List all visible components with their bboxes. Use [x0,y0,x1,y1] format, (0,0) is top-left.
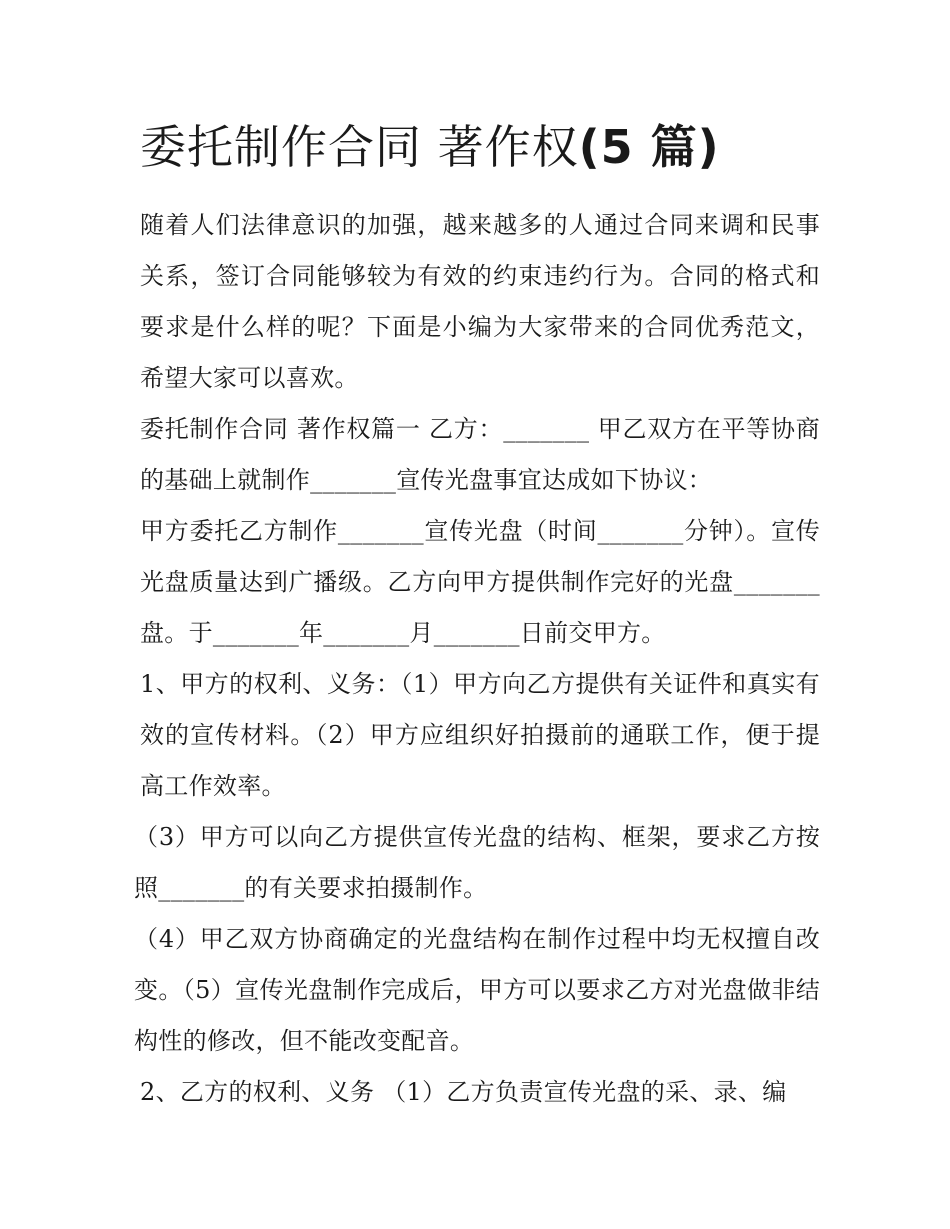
intro-paragraph: 随着人们法律意识的加强，越来越多的人通过合同来调和民事关系，签订合同能够较为有效的约束违约行为。合同的格式和要求是什么样的呢？下面是小编为大家带来的合同优秀范文，希望大家可以喜欢。 [140,211,820,392]
party-a-rights-paragraph: 1、甲方的权利、义务：（1）甲方向乙方提供有关证件和真实有效的宣传材料。（2）甲方应组织好拍摄前的通联工作，便于提高工作效率。 [140,670,820,800]
title-suffix: (5 篇) [578,120,720,174]
document-page [134,112,820,1118]
contract-opening-paragraph: 委托制作合同 著作权篇一 乙方：_______ 甲乙双方在平等协商的基础上就制作_______宣传光盘事宜达成如下协议： [140,415,820,494]
document-title [140,112,820,182]
party-a-item-4-paragraph: （4）甲乙双方协商确定的光盘结构在制作过程中均无权擅自改变。（5）宣传光盘制作完成后，甲方可以要求乙方对光盘做非结构性的修改，但不能改变配音。 [134,925,820,1055]
party-a-item-3-paragraph: （3）甲方可以向乙方提供宣传光盘的结构、框架，要求乙方按照_______的有关要求拍摄制作。 [134,823,820,902]
party-b-rights-paragraph: 2、乙方的权利、义务 （1）乙方负责宣传光盘的采、录、编 [140,1078,787,1106]
commission-paragraph: 甲方委托乙方制作_______宣传光盘（时间_______分钟）。宣传光盘质量达到广播级。乙方向甲方提供制作完好的光盘_______盘。于_______年_______月_______日前交甲方。 [140,517,820,647]
title-main: 委托制作合同 著作权 [140,120,579,174]
